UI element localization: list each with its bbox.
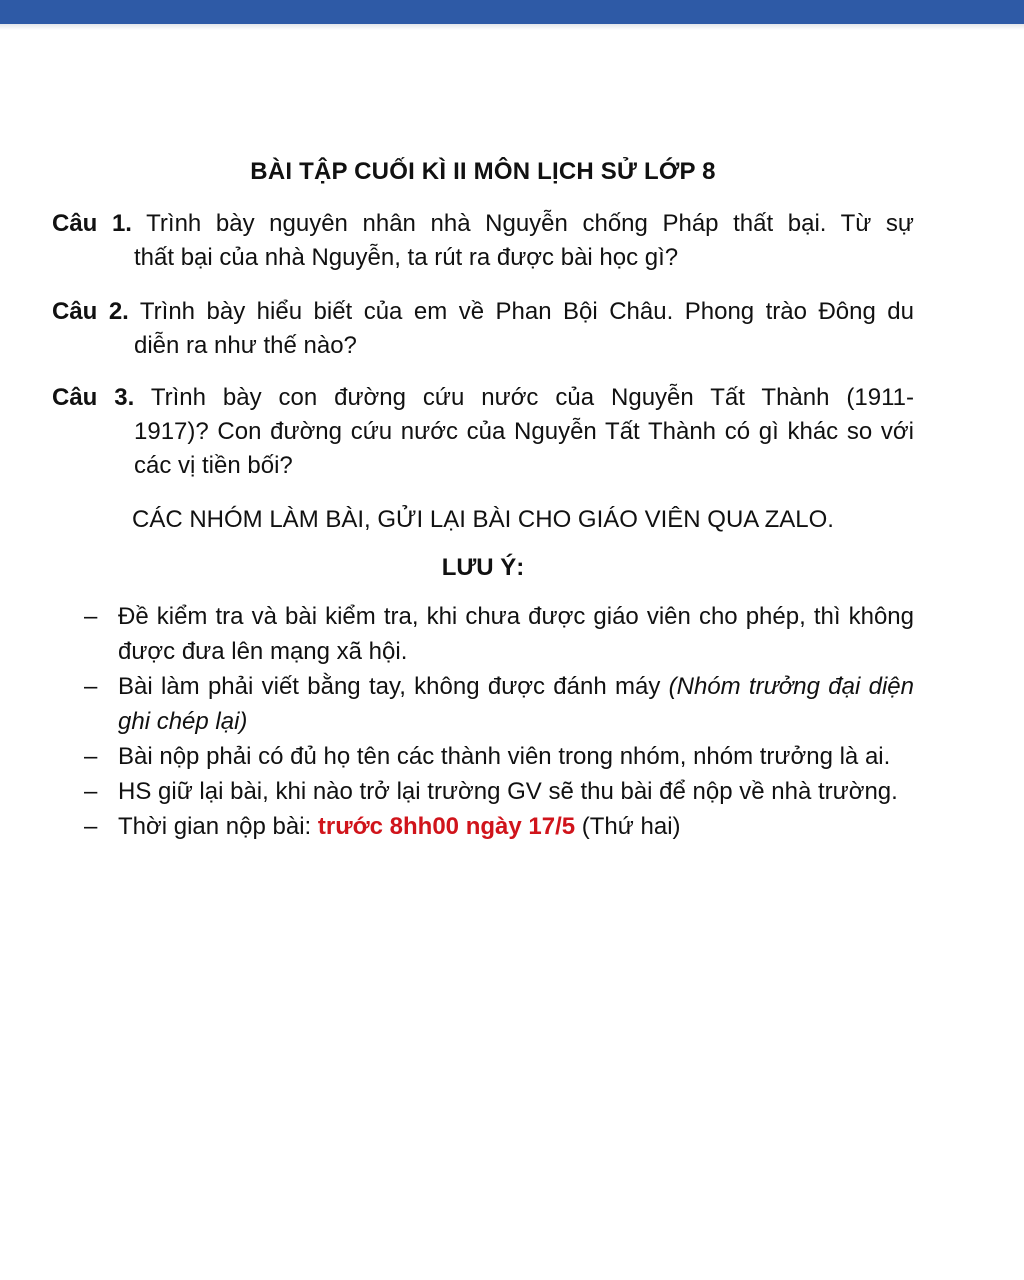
dash-bullet: –: [84, 743, 98, 770]
dash-bullet: –: [84, 603, 98, 630]
question-2: [52, 295, 914, 363]
note-2-text: Bài làm phải viết bằng tay, không được đánh máy: [118, 673, 669, 700]
note-2-italic-text: (Nhóm trưởng đại diện ghi chép lại): [118, 673, 915, 735]
question-2-text-line1: Trình bày hiểu biết của em về Phan Bội Châu. Phong trào Đông du: [139, 298, 915, 325]
note-item-5: [84, 809, 914, 844]
notes-list: [84, 599, 914, 844]
question-2-first-line: [52, 295, 914, 329]
question-3: [52, 381, 914, 483]
dash-bullet: –: [84, 673, 98, 700]
question-2-label: Câu 2.: [52, 298, 129, 325]
dash-bullet: –: [84, 813, 98, 840]
note-3-text: Bài nộp phải có đủ họ tên các thành viên trong nhóm, nhóm trưởng là ai.: [118, 743, 891, 770]
question-2-text-rest: diễn ra như thế nào?: [134, 332, 357, 359]
question-3-text-rest: 1917)? Con đường cứu nước của Nguyễn Tất Thành có gì khác so với các vị tiền bối?: [134, 418, 914, 479]
top-bar-shadow: [0, 24, 1024, 30]
question-1-label: Câu 1.: [52, 210, 132, 237]
submission-instruction: CÁC NHÓM LÀM BÀI, GỬI LẠI BÀI CHO GIÁO VIÊN QUA ZALO.: [132, 506, 834, 533]
deadline-text: trước 8hh00 ngày 17/5: [317, 813, 576, 840]
question-1-text-rest: thất bại của nhà Nguyễn, ta rút ra được bài học gì?: [134, 244, 679, 271]
question-3-first-line: [52, 381, 914, 415]
note-item-3: [84, 739, 914, 774]
note-4-text: HS giữ lại bài, khi nào trở lại trường GV sẽ thu bài để nộp về nhà trường.: [118, 778, 898, 805]
note-heading: LƯU Ý:: [441, 554, 525, 581]
question-1-first-line: [52, 207, 914, 241]
document-title: BÀI TẬP CUỐI KÌ II MÔN LỊCH SỬ LỚP 8: [250, 158, 716, 185]
note-5-prefix: Thời gian nộp bài:: [118, 813, 318, 840]
dash-bullet: –: [84, 778, 98, 805]
question-1-text-line1: Trình bày nguyên nhân nhà Nguyễn chống Pháp thất bại. Từ sự: [146, 210, 915, 237]
question-3-label: Câu 3.: [52, 384, 135, 411]
window-top-bar: [0, 0, 1024, 24]
question-3-text-line1: Trình bày con đường cứu nước của Nguyễn Tất Thành (1911-: [150, 384, 915, 411]
note-item-1: [84, 599, 914, 669]
question-1: [52, 207, 914, 275]
note-item-4: [84, 774, 914, 809]
note-5-suffix: (Thứ hai): [575, 813, 681, 840]
note-1-text: Đề kiểm tra và bài kiểm tra, khi chưa được giáo viên cho phép, thì không được đưa lên mạng xã hội.: [118, 603, 914, 665]
note-item-2: [84, 669, 914, 739]
